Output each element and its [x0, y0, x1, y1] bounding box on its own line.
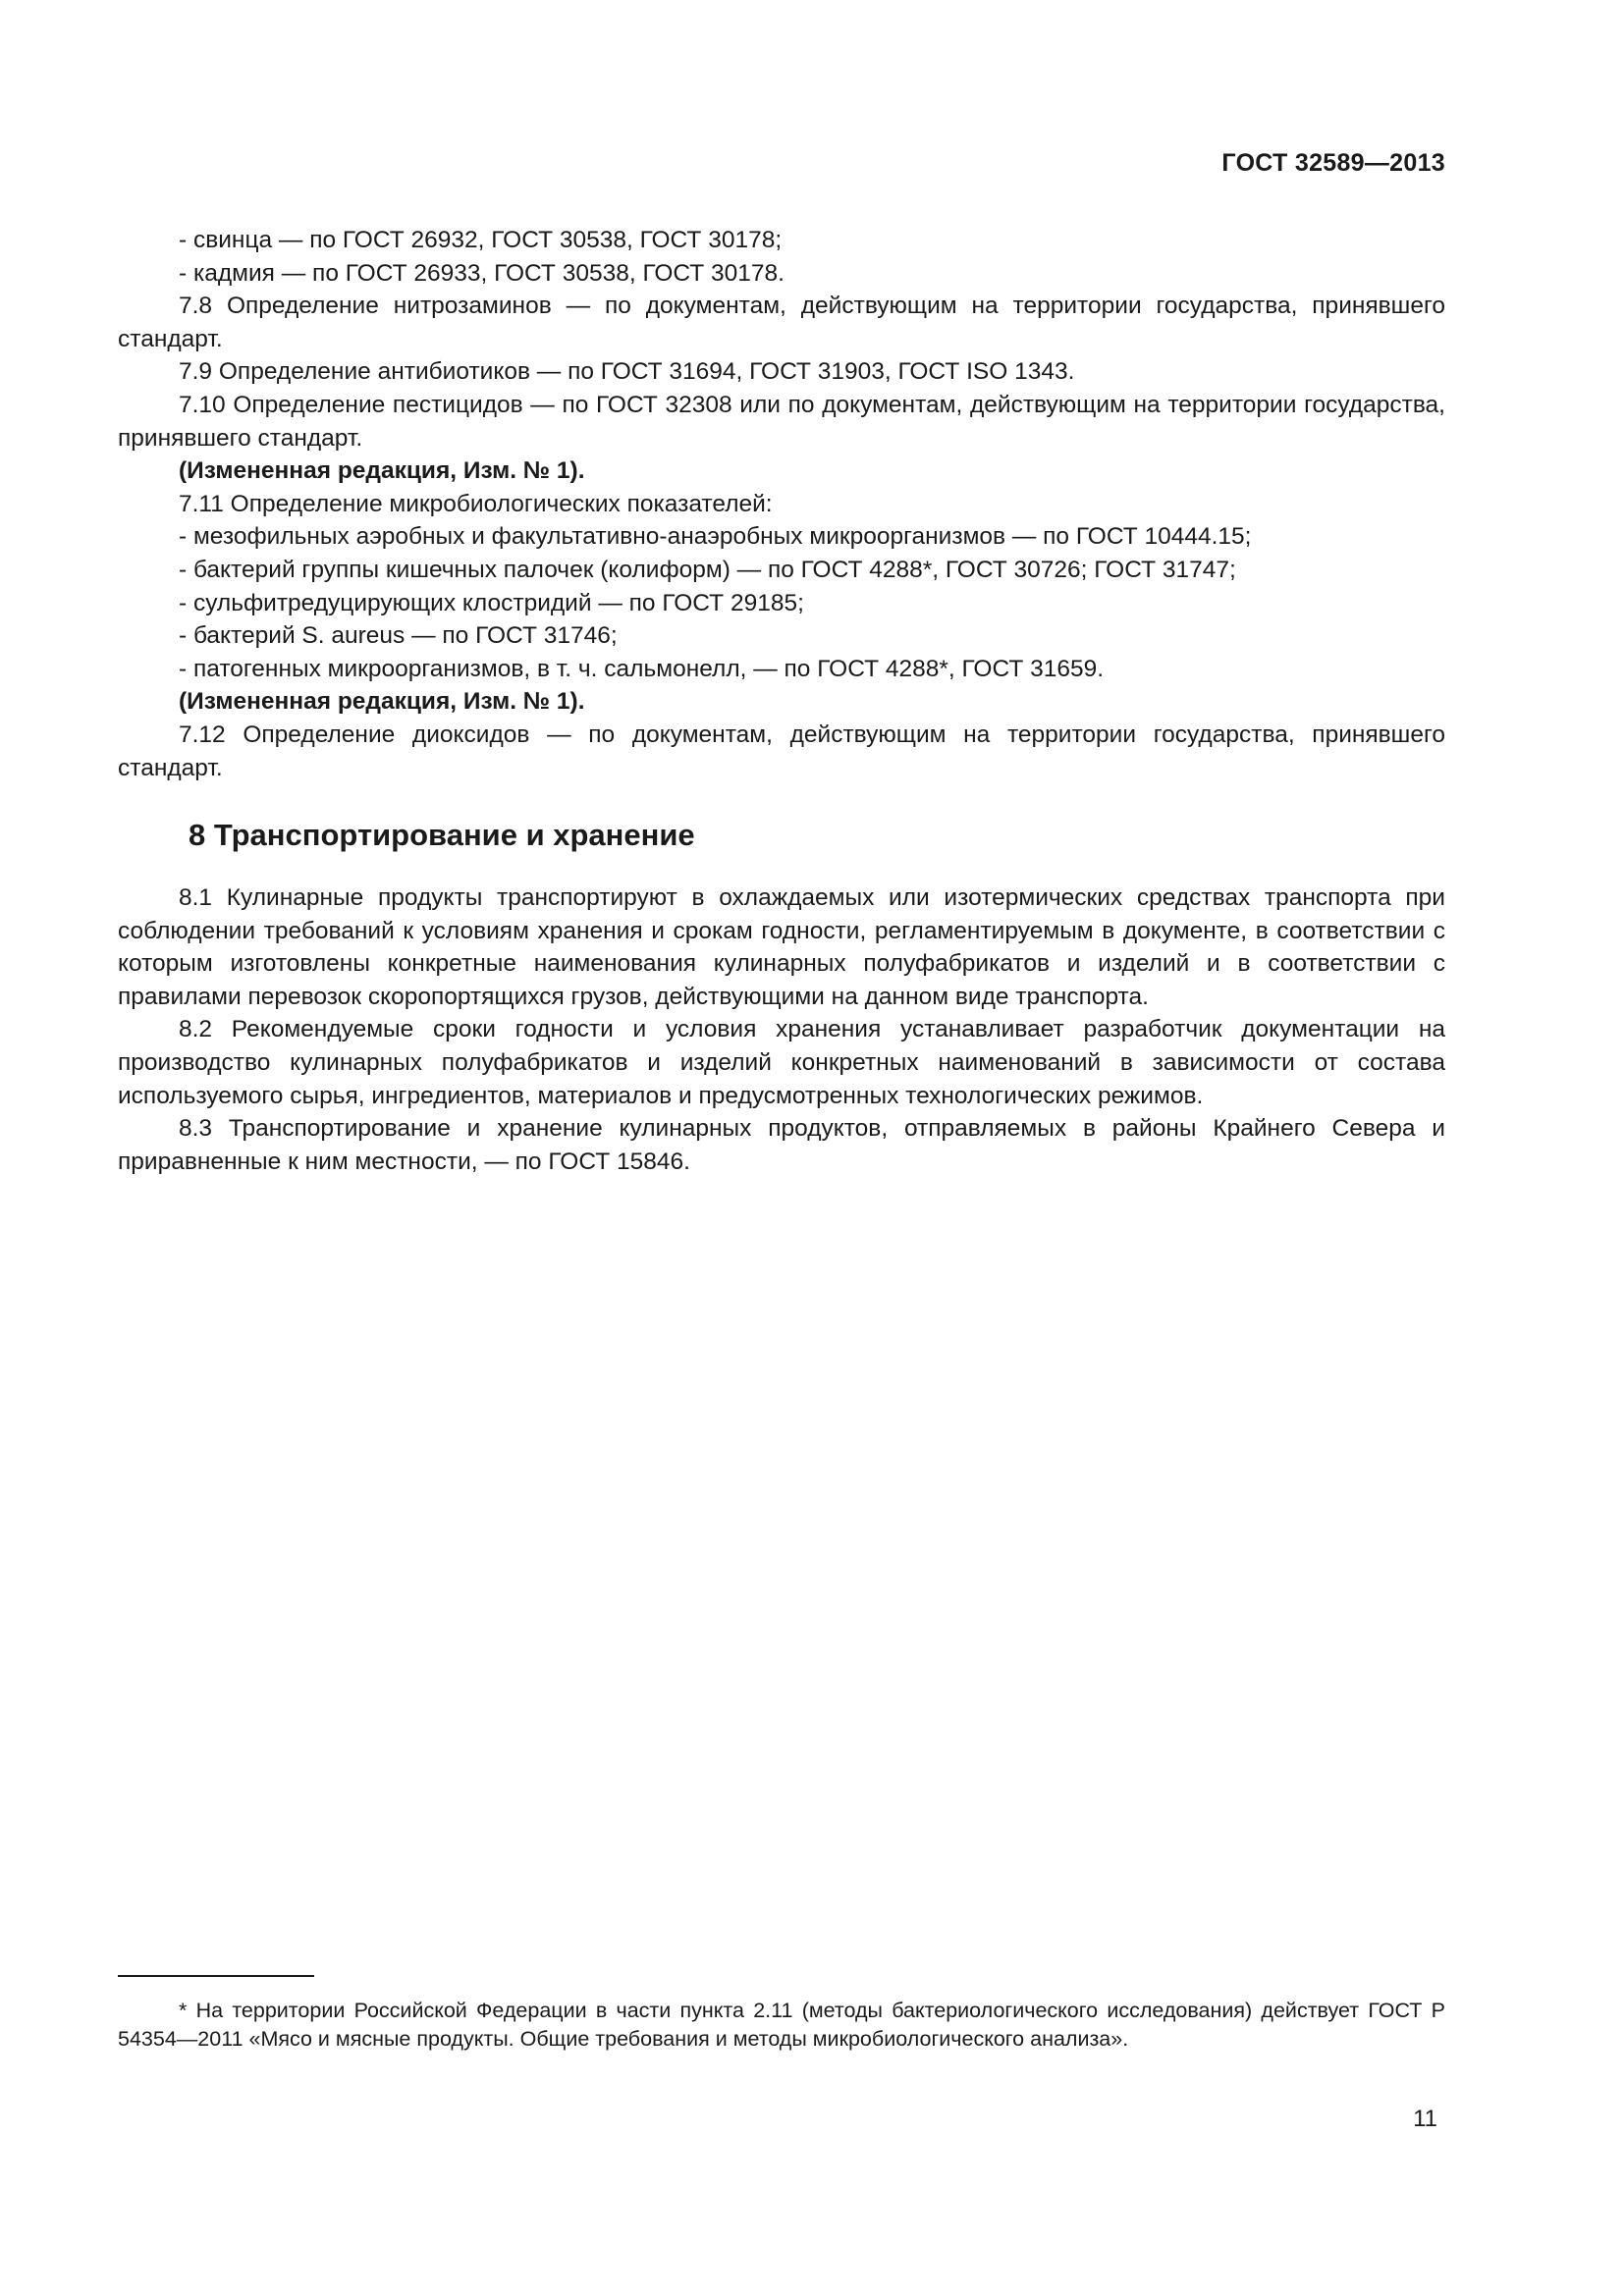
- footnote-divider: [118, 1975, 314, 1977]
- amendment-note-1: (Измененная редакция, Изм. № 1).: [179, 457, 585, 485]
- text-line-mesophilic: - мезофильных аэробных и факультативно-анаэробных микроорганизмов — по ГОСТ 10444.15;: [179, 523, 1252, 551]
- footnote-text: * На территории Российской Федерации в части пункта 2.11 (методы бактериологического исследования) действует ГОСТ Р 54354—2011 «Мясо и мясные продукты. Общие требования и методы микробиологического анализа».: [118, 1999, 1445, 2051]
- text-line-saureus: - бактерий S. aureus — по ГОСТ 31746;: [179, 622, 618, 650]
- page-number: 11: [1413, 2106, 1437, 2132]
- text-line-clostridia: - сульфитредуцирующих клостридий — по ГОСТ 29185;: [179, 589, 804, 616]
- clause-8-1: 8.1 Кулинарные продукты транспортируют в охлаждаемых или изотермических средствах транспорта при соблюдении требований к условиям хранения и срокам годности, регламентируемым в документе, в соответствии с которым изготовлены конкретные наименования кулинарных полуфабрикатов и изделий и в соответствии с правилами перевозок скоропортящихся грузов, действующими на данном виде транспорта.: [118, 884, 1445, 1010]
- document-code-header: ГОСТ 32589—2013: [1221, 149, 1445, 177]
- document-body: [118, 224, 1445, 1178]
- clause-7-12: 7.12 Определение диоксидов — по документам, действующим на территории государства, принявшего стандарт.: [118, 721, 1445, 781]
- clause-8-2: 8.2 Рекомендуемые сроки годности и условия хранения устанавливает разработчик документации на производство кулинарных полуфабрикатов и изделий конкретных наименований в зависимости от состава используемого сырья, ингредиентов, материалов и предусмотренных технологических режимов.: [118, 1016, 1445, 1109]
- clause-7-9: 7.9 Определение антибиотиков — по ГОСТ 31694, ГОСТ 31903, ГОСТ ISO 1343.: [179, 358, 1075, 386]
- clause-7-11: 7.11 Определение микробиологических показателей:: [179, 490, 773, 517]
- text-line-lead: - свинца — по ГОСТ 26932, ГОСТ 30538, ГОСТ 30178;: [179, 227, 783, 253]
- text-line-coliform: - бактерий группы кишечных палочек (колиформ) — по ГОСТ 4288*, ГОСТ 30726; ГОСТ 31747;: [179, 556, 1236, 583]
- section-8-title: 8 Транспортирование и хранение: [189, 818, 695, 853]
- clause-7-10: 7.10 Определение пестицидов — по ГОСТ 32308 или по документам, действующим на территории государства, принявшего стандарт.: [118, 391, 1445, 452]
- clause-8-3: 8.3 Транспортирование и хранение кулинарных продуктов, отправляемых в районы Крайнего Севера и приравненные к ним местности, — по ГОСТ 15846.: [118, 1115, 1445, 1175]
- text-line-pathogens: - патогенных микроорганизмов, в т. ч. сальмонелл, — по ГОСТ 4288*, ГОСТ 31659.: [179, 655, 1105, 682]
- clause-7-8: 7.8 Определение нитрозаминов — по документам, действующим на территории государства, принявшего стандарт.: [118, 293, 1445, 352]
- amendment-note-2: (Измененная редакция, Изм. № 1).: [179, 688, 585, 716]
- text-line-cadmium: - кадмия — по ГОСТ 26933, ГОСТ 30538, ГОСТ 30178.: [179, 259, 785, 287]
